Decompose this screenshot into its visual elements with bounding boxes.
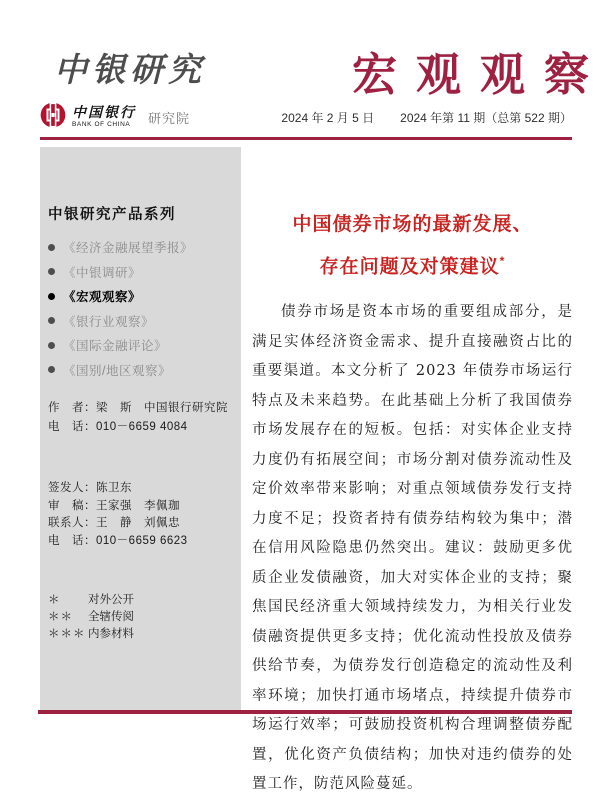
department-label: 研究院 <box>148 110 191 126</box>
contact-value: 王 静 刘佩忠 <box>96 517 180 529</box>
publication-date: 2024 年 2 月 5 日 <box>281 110 375 125</box>
phone-value: 010－6659 4084 <box>96 421 188 433</box>
star-mark: ＊＊ <box>48 611 73 623</box>
date-issue-group <box>281 109 572 126</box>
legend-row-public <box>48 592 233 609</box>
reviewer-value: 王家强 李佩珈 <box>96 499 180 512</box>
author-phone-line <box>48 418 233 437</box>
reviewer-label: 审 稿： <box>48 499 96 512</box>
article-title-line2 <box>252 243 573 285</box>
org-name-cn: 中国银行 <box>72 104 136 121</box>
author-value: 梁 斯 中国银行研究院 <box>96 402 228 414</box>
author-label: 作 者： <box>48 402 96 414</box>
sidebar <box>40 147 241 710</box>
product-item-label: 《中银调研》 <box>63 265 142 280</box>
products-list <box>48 235 233 382</box>
star-mark: ＊ <box>48 594 61 606</box>
product-item-economic-outlook <box>48 235 233 260</box>
signer-label: 签发人： <box>48 482 96 494</box>
bullet-icon <box>48 268 55 275</box>
product-item-label: 《经济金融展望季报》 <box>63 241 194 256</box>
author-line <box>48 399 233 418</box>
bullet-icon <box>48 293 55 300</box>
logo-row <box>40 101 572 133</box>
contact-phone-line <box>48 533 233 551</box>
legend-label: 全辖传阅 <box>88 611 134 623</box>
header-rule <box>40 137 572 140</box>
bullet-icon <box>48 244 55 251</box>
abstract-paragraph: 债券市场是资本市场的重要组成部分，是满足实体经济资金需求、提升直接融资占比的重要渠道。本文分析了 2023 年债券市场运行特点及未来趋势。在此基础上分析了我国债券市场发展存在的短板。包括：对实体企业支持力度仍有拓展空间；市场分割对债券流动性及定价效率带来影响；对重点领域债券发行支持力度不足；投资者持有债券结构较为集中；潜在信用风险隐患仍然突出。建议：鼓励更多优质企业发债融资，加大对实体企业的支持；聚焦国民经济重大领域持续发力，为相关行业发债融资提供更多支持；优化流动性投放及债券供给节奏，为债券发行创造稳定的流动性及利率环境；加快打通市场堵点，持续提升债券市场运行效率；可鼓励投资机构合理调整债券配置，优化资产负债结构；加快对违约债券的处置工作，防范风险蔓延。 <box>252 304 573 792</box>
legend-row-internal <box>48 609 233 626</box>
product-item-country-region-observation <box>48 358 233 383</box>
bullet-icon <box>48 366 55 373</box>
product-item-macro-observation-current <box>48 284 233 309</box>
article-title <box>252 206 573 285</box>
product-item-label: 《宏观观察》 <box>63 290 142 305</box>
phone-label: 电 话： <box>48 421 96 433</box>
products-series-title: 中银研究产品系列 <box>48 207 176 223</box>
legend-row-restricted <box>48 626 233 643</box>
product-item-label: 《国别/地区观察》 <box>63 363 171 378</box>
org-name-stack <box>72 106 136 129</box>
contact-label: 联系人： <box>48 517 96 529</box>
reviewer-line <box>48 498 233 516</box>
article-title-line2-text: 存在问题及对策建议 <box>319 256 500 278</box>
product-item-intl-finance-review <box>48 333 233 358</box>
title-footnote-asterisk: * <box>499 254 506 268</box>
bullet-icon <box>48 317 55 324</box>
article-title-line1: 中国债券市场的最新发展、 <box>292 214 533 235</box>
product-item-boc-survey <box>48 260 233 285</box>
contact-phone-value: 010－6659 6623 <box>96 534 188 547</box>
legend-label: 对外公开 <box>88 594 134 606</box>
brand-calligraphy: 中银研究 <box>54 50 206 89</box>
bank-of-china-logo-icon <box>40 102 66 133</box>
signer-line <box>48 480 233 498</box>
contact-phone-label: 电 话： <box>48 534 96 547</box>
contact-line <box>48 515 233 533</box>
signer-value: 陈卫东 <box>96 482 132 494</box>
product-item-label: 《银行业观察》 <box>63 314 155 329</box>
footer-rule <box>38 710 572 714</box>
main-content <box>252 206 573 792</box>
org-name-en: BANK OF CHINA <box>72 120 131 128</box>
distribution-legend <box>48 592 233 643</box>
star-mark: ＊＊＊ <box>48 628 86 640</box>
publication-masthead: 宏观观察 <box>351 48 608 101</box>
issue-number: 2024 年第 11 期（总第 522 期） <box>400 110 572 125</box>
signoff-block <box>48 480 233 550</box>
product-item-label: 《国际金融评论》 <box>63 339 168 354</box>
legend-label: 内参材料 <box>88 628 134 640</box>
author-info-block <box>48 399 233 437</box>
bullet-icon <box>48 342 55 349</box>
product-item-banking-observation <box>48 309 233 334</box>
